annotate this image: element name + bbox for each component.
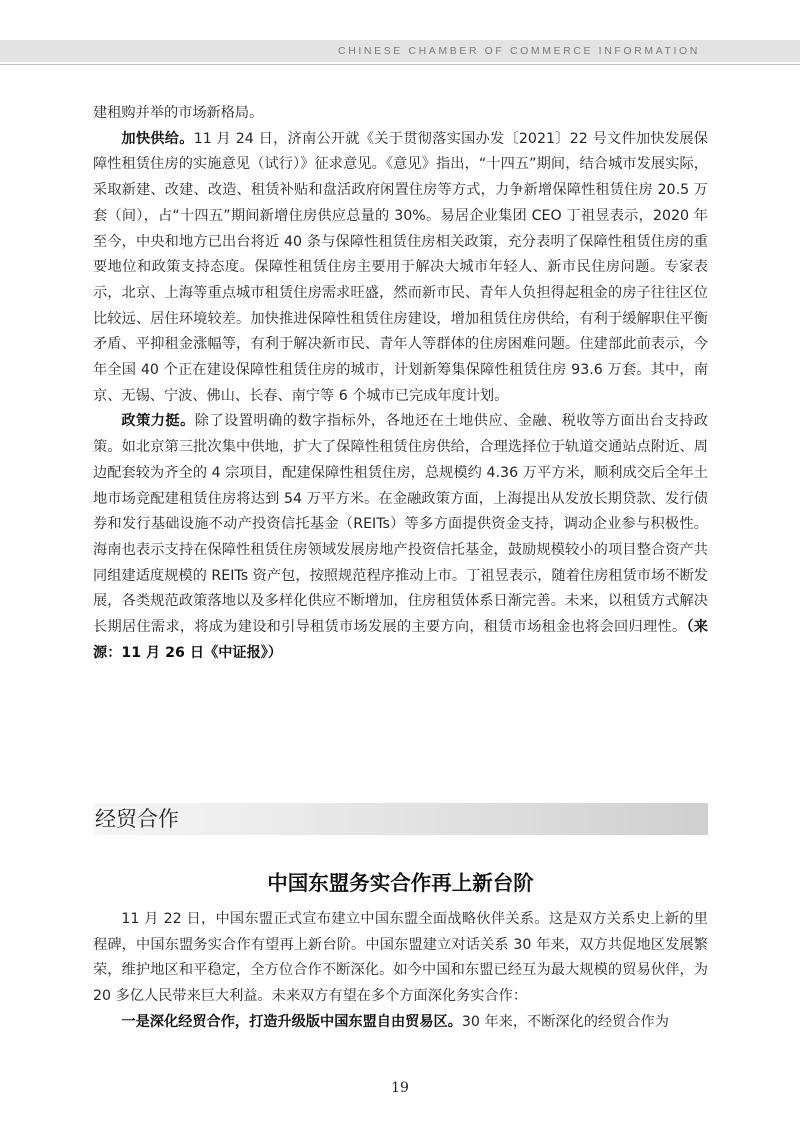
paragraph-text-trade: 30 年来，不断深化的经贸合作为 xyxy=(461,1013,669,1030)
paragraph-text-supply: 11 月 24 日，济南公开就《关于贯彻落实国办发〔2021〕22 号文件加快发展保障性租赁住房的实施意见（试行）》征求意见。《意见》指出，“十四五”期间，结合城市发展实际，采取新建、改建、改造、租赁补贴和盘活政府闲置住房等方式，力争新增保障性租赁住房 20.5 万套（间），占“十四五”期间新增住房供应总量的 30%。易居企业集团 CEO 丁祖昱表示，2020 年至今，中央和地方已出台将近 40 条与保障性租赁住房相关政策，充分表明了保障性租赁住房的重要地位和政策支持态度。保障性租赁住房主要用于解决大城市年轻人、新市民住房问题。专家表示，北京、上海等重点城市租赁住房需求旺盛，然而新市民、青年人负担得起租金的房子往往区位比较远、居住环境较差。加快推进保障性租赁住房建设，增加租赁住房供给，有利于缓解职住平衡矛盾、平抑租金涨幅等，有利于解决新市民、青年人等群体的住房困难问题。住建部此前表示，今年全国 40 个正在建设保障性租赁住房的城市，计划新筹集保障性租赁住房 93.6 万套。其中，南京、无锡、宁波、佛山、长春、南宁等 6 个城市已完成年度计划。 xyxy=(93,130,708,404)
page-number: 19 xyxy=(391,1080,409,1096)
paragraph-heading-policy: 政策力挺。 xyxy=(121,413,195,430)
paragraph-asean-trade xyxy=(93,1010,708,1036)
housing-article-body xyxy=(93,101,708,666)
paragraph-continuation: 建租购并举的市场新格局。 xyxy=(93,105,264,121)
article-title: 中国东盟务实合作再上新台阶 xyxy=(267,871,534,895)
section-heading-band xyxy=(93,803,708,835)
source-citation: （来源：11 月 26 日《中证报》） xyxy=(93,619,708,661)
header-divider xyxy=(0,64,800,65)
paragraph-heading-supply: 加快供给。 xyxy=(121,130,194,147)
paragraph-text-policy: 除了设置明确的数字指标外，各地还在土地供应、金融、税收等方面出台支持政策。如北京第三批次集中供地，扩大了保障性租赁住房供给，合理选择位于轨道交通站点附近、周边配套较为齐全的 4 宗项目，配建保障性租赁住房，总规模约 4.36 万平方米，顺利成交后全年土地市场竞配建租赁住房将达到 54 万平方米。在金融政策方面，上海提出从发放长期贷款、发行债券和发行基础设施不动产投资信托基金（REITs）等多方面提供资金支持，调动企业参与积极性。海南也表示支持在保障性租赁住房领域发展房地产投资信托基金，鼓励规模较小的项目整合资产共同组建适度规模的 REITs 资产包，按照规范程序推动上市。丁祖昱表示，随着住房租赁市场不断发展，各类规范政策落地以及多样化供应不断增加，住房租赁体系日渐完善。未来，以租赁方式解决长期居住需求，将成为建设和引导租赁市场发展的主要方向，租赁市场租金也将会回归理性。 xyxy=(93,413,708,636)
running-header-title: CHINESE CHAMBER OF COMMERCE INFORMATION xyxy=(338,45,700,57)
asean-article-body xyxy=(93,907,708,1036)
section-heading: 经贸合作 xyxy=(95,807,179,831)
paragraph-asean-intro: 11 月 22 日，中国东盟正式宣布建立中国东盟全面战略伙伴关系。这是双方关系史上新的里程碑，中国东盟务实合作有望再上新台阶。中国东盟建立对话关系 30 年来，双方共促地区发展繁荣，维护地区和平稳定，全方位合作不断深化。如今中国和东盟已经互为最大规模的贸易伙伴，为 20 多亿人民带来巨大利益。未来双方有望在多个方面深化务实合作： xyxy=(93,911,708,1005)
paragraph-heading-trade: 一是深化经贸合作，打造升级版中国东盟自由贸易区。 xyxy=(121,1013,462,1030)
paragraph-policy xyxy=(93,409,708,666)
paragraph-supply xyxy=(93,127,708,410)
